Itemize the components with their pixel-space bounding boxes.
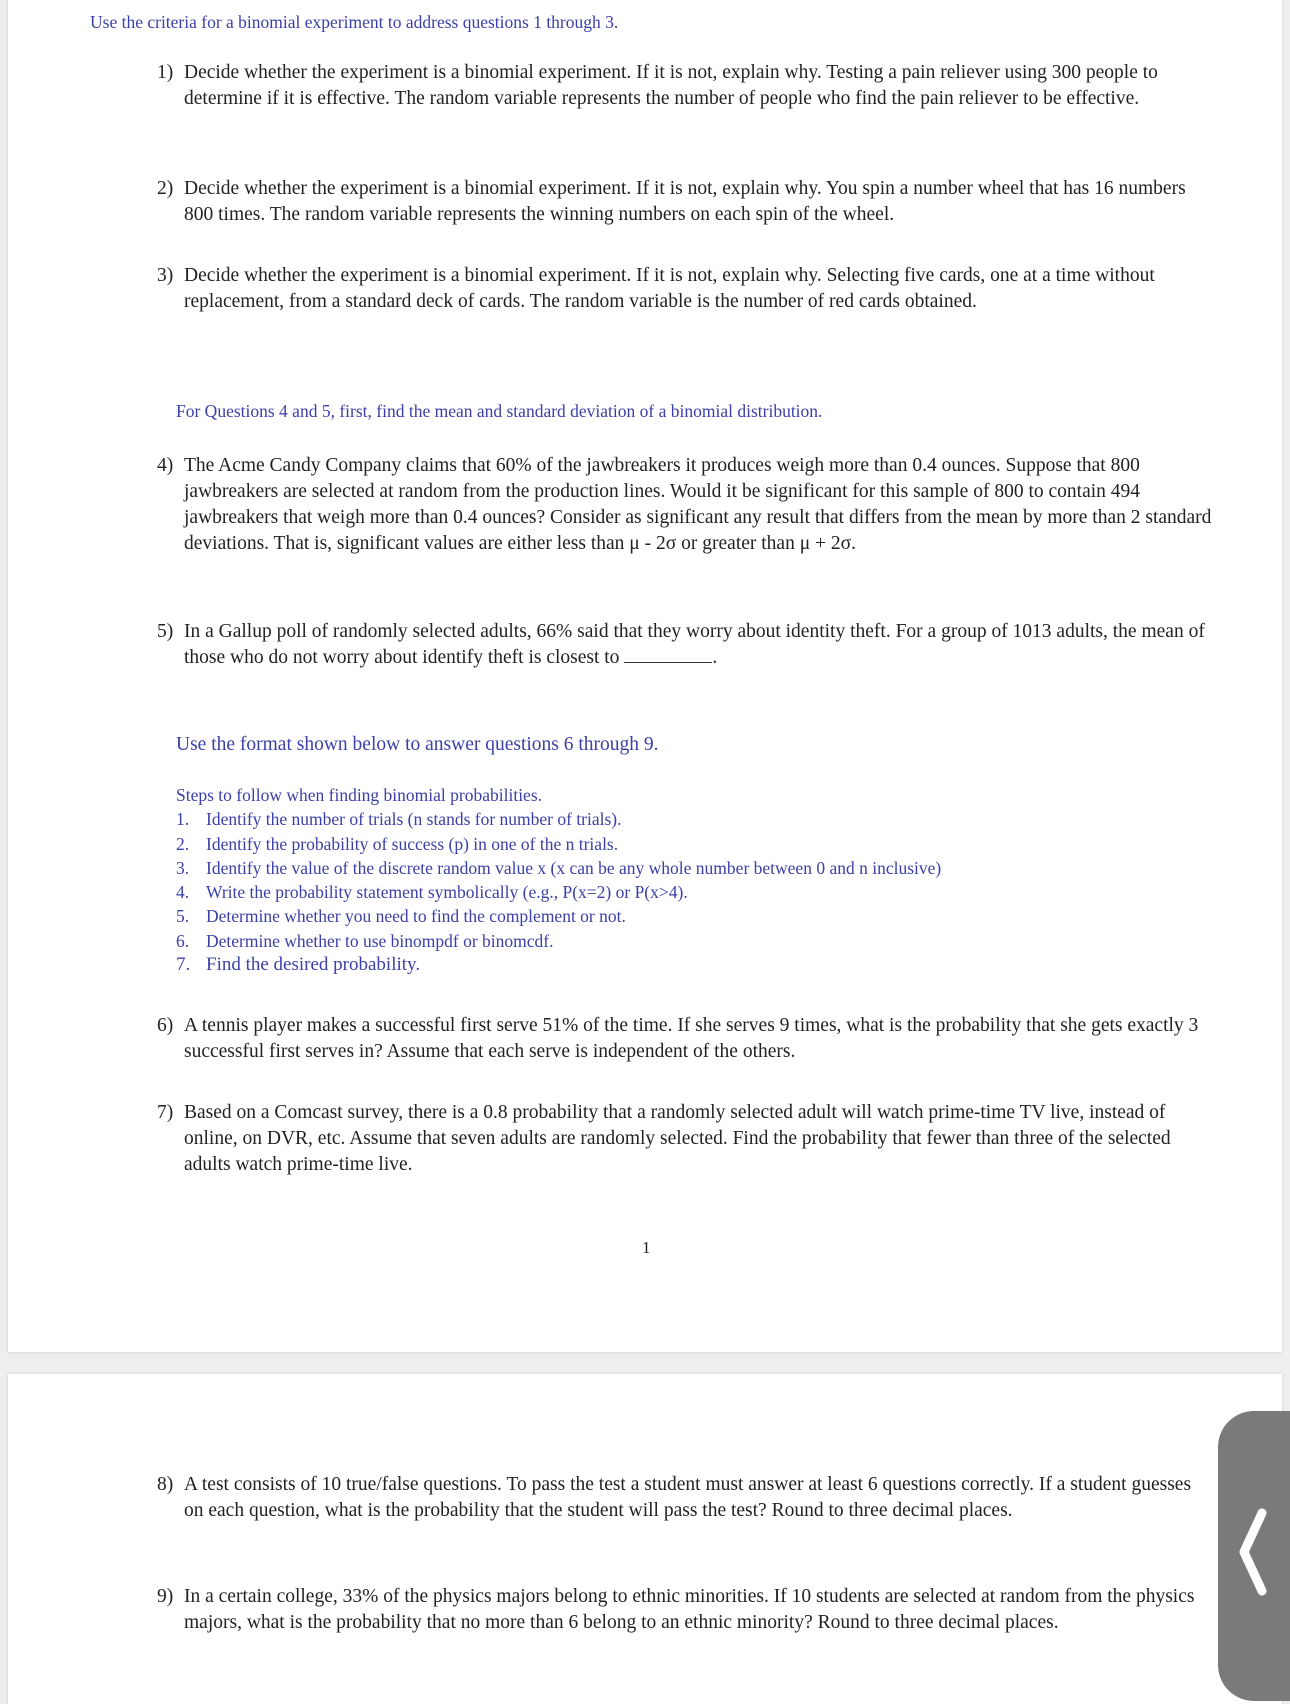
question-text: Decide whether the experiment is a binomial experiment. If it is not, explain why. Selecting five cards, one at a time without replacement, from a standard deck of cards. The random variable is the number of red cards obtained.: [184, 265, 1155, 312]
step-item: 7. Find the desired probability.: [176, 954, 421, 976]
question-text: A test consists of 10 true/false questions. To pass the test a student must answer at least 6 questions correctly. If a student guesses on each question, what is the probability that the student will pass the test? Round to three decimal places.: [184, 1474, 1192, 1521]
question-text: Decide whether the experiment is a binomial experiment. If it is not, explain why. You spin a number wheel that has 16 numbers 800 times. The random variable represents the winning numbers on each spin of the wheel.: [184, 178, 1186, 225]
question-number: 3): [157, 265, 174, 286]
step-item: 1. Identify the number of trials (n stands for number of trials).: [176, 809, 622, 830]
question-5-end: .: [712, 647, 718, 668]
step-item: 5. Determine whether you need to find the complement or not.: [176, 906, 626, 927]
section-heading-4-5: For Questions 4 and 5, first, find the mean and standard deviation of a binomial distribution.: [176, 401, 823, 421]
question-6: [157, 1013, 1217, 1065]
question-number: 4): [157, 455, 174, 476]
intro-instruction: Use the criteria for a binomial experiment to address questions 1 through 3.: [90, 12, 619, 32]
question-4: [157, 453, 1217, 557]
back-tab-button[interactable]: [1218, 1411, 1290, 1701]
question-8: [157, 1472, 1197, 1524]
question-3: [157, 263, 1217, 315]
question-number: 5): [157, 621, 174, 642]
question-1: [157, 60, 1217, 112]
steps-list: [176, 783, 941, 977]
document-page-2: [8, 1374, 1282, 1704]
steps-title: Steps to follow when finding binomial probabilities.: [176, 785, 543, 805]
question-number: 9): [157, 1586, 174, 1607]
question-5: [157, 619, 1217, 671]
question-number: 6): [157, 1015, 174, 1036]
question-text: Based on a Comcast survey, there is a 0.8 probability that a randomly selected adult will watch prime-time TV live, instead of online, on DVR, etc. Assume that seven adults are randomly selected. Find the probability that fewer than three of the selected adults watch prime-time live.: [184, 1102, 1171, 1175]
document-page-1: [8, 0, 1282, 1352]
chevron-left-icon: [1232, 1507, 1272, 1597]
question-5-text: In a Gallup poll of randomly selected adults, 66% said that they worry about identity theft. For a group of 1013 adults, the mean of those who do not worry about identify theft is closest to: [184, 621, 1205, 668]
answer-blank: [624, 645, 712, 663]
question-text: A tennis player makes a successful first serve 51% of the time. If she serves 9 times, what is the probability that she gets exactly 3 successful first serves in? Assume that each serve is independent of the others.: [184, 1015, 1199, 1062]
question-9: [157, 1584, 1197, 1636]
step-item: 3. Identify the value of the discrete random value x (x can be any whole number between 0 and n inclusive): [176, 857, 942, 878]
step-item: 2. Identify the probability of success (p) in one of the n trials.: [176, 833, 619, 854]
section-heading-6-9: Use the format shown below to answer questions 6 through 9.: [176, 734, 659, 755]
question-number: 8): [157, 1474, 174, 1495]
question-text: [184, 619, 1217, 671]
question-2: [157, 176, 1217, 228]
question-number: 7): [157, 1102, 174, 1123]
question-7: [157, 1100, 1217, 1178]
question-number: 2): [157, 178, 174, 199]
page-number: 1: [642, 1238, 651, 1257]
question-number: 1): [157, 62, 174, 83]
question-text: In a certain college, 33% of the physics majors belong to ethnic minorities. If 10 students are selected at random from the physics majors, what is the probability that no more than 6 belong to an ethnic minority? Round to three decimal places.: [184, 1586, 1195, 1633]
question-text: The Acme Candy Company claims that 60% of the jawbreakers it produces weigh more than 0.4 ounces. Suppose that 800 jawbreakers are selected at random from the production lines. Would it be significant for this sample of 800 to contain 494 jawbreakers that weigh more than 0.4 ounces? Consider as significant any result that differs from the mean by more than 2 standard deviations. That is, significant values are either less than μ - 2σ or greater than μ + 2σ.: [184, 455, 1212, 554]
step-item: 4. Write the probability statement symbolically (e.g., P(x=2) or P(x>4).: [176, 882, 688, 903]
step-item: 6. Determine whether to use binompdf or binomcdf.: [176, 930, 554, 951]
question-text: Decide whether the experiment is a binomial experiment. If it is not, explain why. Testing a pain reliever using 300 people to determine if it is effective. The random variable represents the number of people who find the pain reliever to be effective.: [184, 62, 1158, 109]
